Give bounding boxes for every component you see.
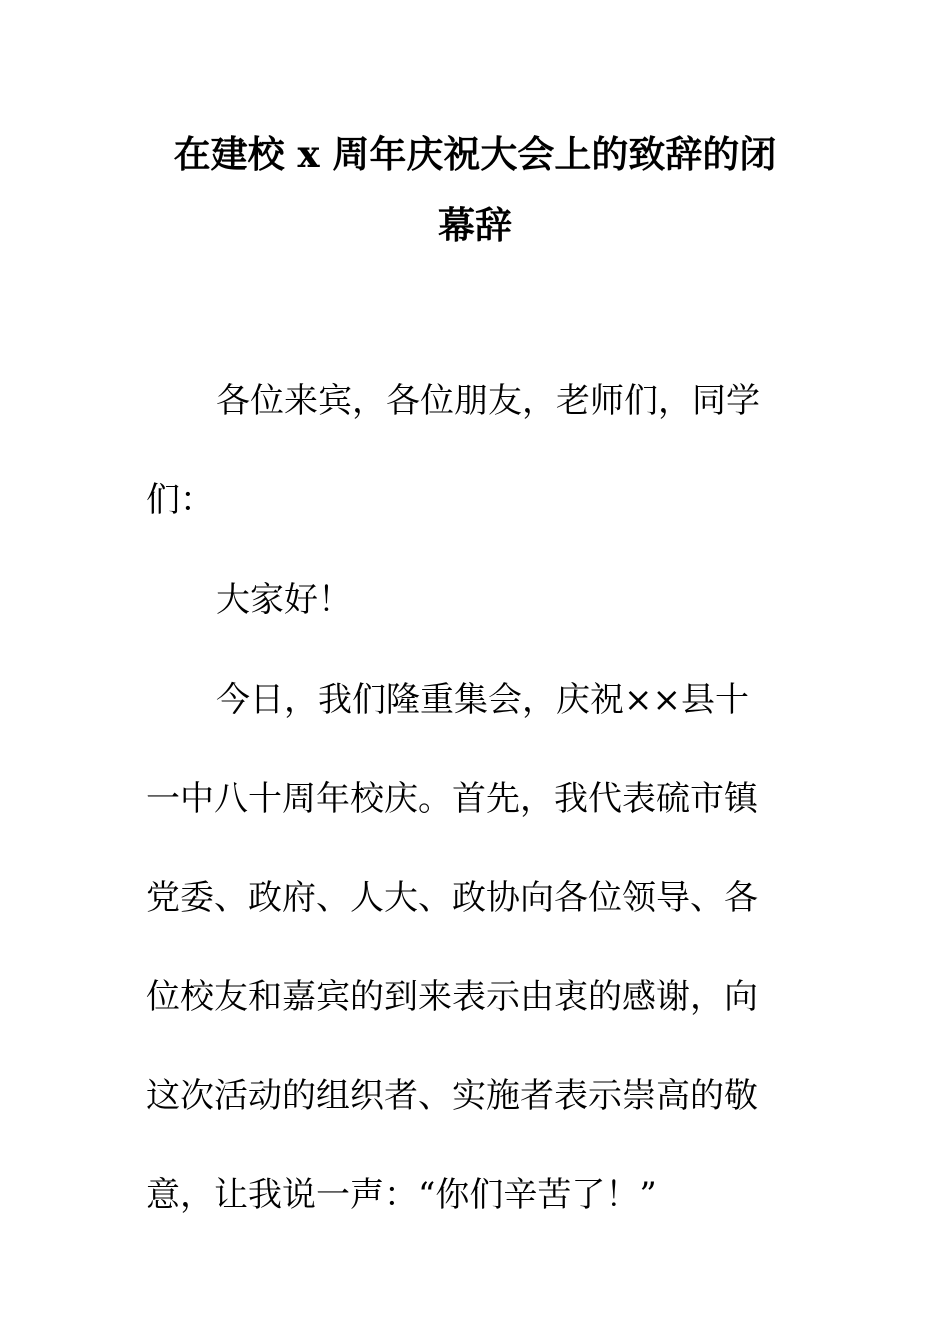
body-paragraph-line-3: 党委、政府、人大、政协向各位领导、各	[146, 878, 758, 918]
body-paragraph-line-1: 今日，我们隆重集会，庆祝××县十	[216, 680, 749, 720]
document-title-line-2: 幕辞	[438, 203, 512, 247]
document-title-line-1: 在建校 x 周年庆祝大会上的致辞的闭	[173, 132, 777, 176]
salutation-line-2: 们：	[146, 480, 214, 520]
body-paragraph-line-6: 意，让我说一声：“你们辛苦了！”	[146, 1175, 657, 1215]
greeting-line: 大家好！	[216, 580, 352, 620]
salutation-line-1: 各位来宾，各位朋友，老师们，同学	[216, 381, 760, 421]
body-paragraph-line-5: 这次活动的组织者、实施者表示崇高的敬	[146, 1076, 758, 1116]
body-paragraph-line-2: 一中八十周年校庆。首先，我代表硫市镇	[146, 779, 758, 819]
body-paragraph-line-4: 位校友和嘉宾的到来表示由衷的感谢，向	[146, 977, 758, 1017]
